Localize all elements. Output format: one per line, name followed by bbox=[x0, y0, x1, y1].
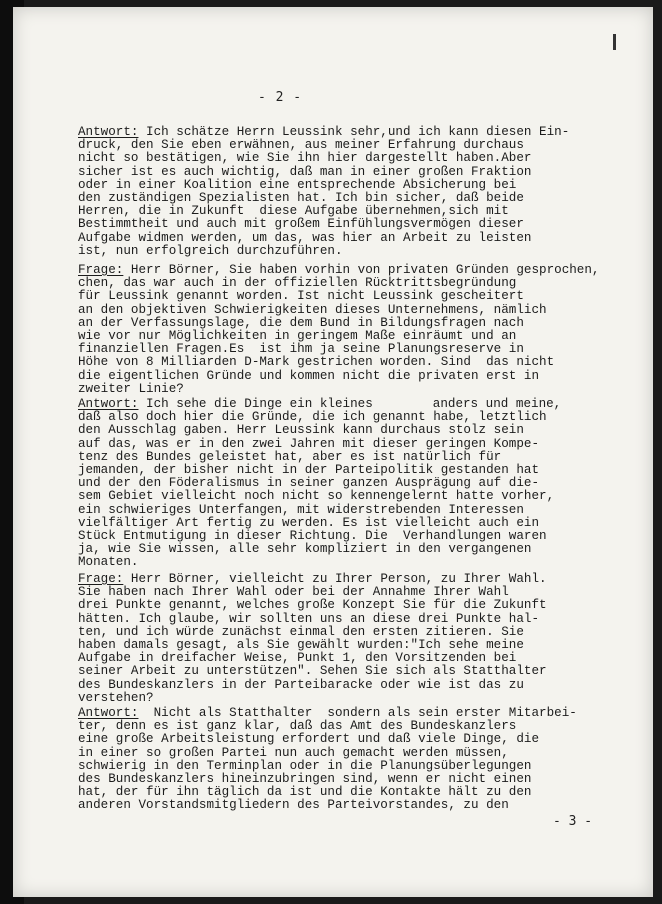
block-first-line: Antwort: Ich sehe die Dinge ein kleines anders und meine, bbox=[78, 397, 562, 411]
text-line: schwierig in den Terminplan oder in die Planungsüberlegungen bbox=[78, 758, 532, 773]
speaker-label: Frage: bbox=[78, 263, 124, 277]
text-line: chen, das war auch in der offiziellen Rücktrittsbegründung bbox=[78, 276, 517, 291]
text-line: Sie haben nach Ihrer Wahl oder bei der Annahme Ihrer Wahl bbox=[78, 585, 509, 600]
text-line: verstehen? bbox=[78, 690, 154, 705]
text-line: in einer so großen Partei nun auch gemacht werden müssen, bbox=[78, 745, 509, 760]
text-line: wie vor nur Möglichkeiten in geringem Maße einräumt und an bbox=[78, 328, 517, 343]
text-line: Stück Entmutigung in dieser Richtung. Die Verhandlungen waren bbox=[78, 528, 547, 543]
text-line: drei Punkte genannt, welches große Konzept Sie für die Zukunft bbox=[78, 598, 547, 613]
text-line: Aufgabe in dreifacher Weise, Punkt 1, den Vorsitzenden bei bbox=[78, 651, 517, 666]
text-line: ja, wie Sie wissen, alle sehr kompliziert in den vergangenen bbox=[78, 542, 532, 557]
text-line: nicht so bestätigen, wie Sie ihn hier dargestellt haben.Aber bbox=[78, 151, 532, 166]
answer-block-2 bbox=[78, 397, 562, 570]
text-line: ist, nun erfolgreich durchzuführen. bbox=[78, 243, 343, 258]
block-first-line: Frage: Herr Börner, Sie haben vorhin von privaten Gründen gesprochen, bbox=[78, 263, 600, 277]
block-first-line: Antwort: Ich schätze Herrn Leussink sehr,und ich kann diesen Ein- bbox=[78, 125, 570, 139]
text-line: Monaten. bbox=[78, 555, 139, 570]
text-line: des Bundeskanzlers hineinzubringen sind, wenn er nicht einen bbox=[78, 771, 532, 786]
text-line: druck, den Sie eben erwähnen, aus meiner Erfahrung durchaus bbox=[78, 138, 524, 153]
speaker-label: Frage: bbox=[78, 572, 124, 586]
text-line: jemanden, der bisher nicht in der Parteipolitik gestanden hat bbox=[78, 462, 540, 477]
answer-block-1 bbox=[78, 125, 570, 258]
text-line: finanziellen Fragen.Es ist ihm ja seine Planungsreserve in bbox=[78, 342, 524, 357]
speaker-label: Antwort: bbox=[78, 125, 139, 139]
text-line: sicher ist es auch wichtig, daß man in einer großen Fraktion bbox=[78, 164, 532, 179]
block-first-line: Frage: Herr Börner, vielleicht zu Ihrer Person, zu Ihrer Wahl. bbox=[78, 572, 547, 586]
text-line: tenz des Bundes geleistet hat, aber es ist natürlich für bbox=[78, 449, 502, 464]
text-line: Höhe von 8 Milliarden D-Mark gestrichen worden. Sind das nicht bbox=[78, 355, 555, 370]
text-line: eine große Arbeitsleistung erfordert und daß viele Dinge, die bbox=[78, 732, 540, 747]
text-line: für Leussink genannt worden. Ist nicht Leussink gescheitert bbox=[78, 289, 524, 304]
question-block-1 bbox=[78, 263, 600, 396]
text-line: den zuständigen Spezialisten hat. Ich bin sicher, daß beide bbox=[78, 190, 524, 205]
text-line: den Ausschlag gaben. Herr Leussink kann durchaus stolz sein bbox=[78, 423, 524, 438]
speaker-label: Antwort: bbox=[78, 706, 139, 720]
text-line: oder in einer Koalition eine entsprechende Absicherung bei bbox=[78, 177, 517, 192]
text-line: Herren, die in Zukunft diese Aufgabe übernehmen,sich mit bbox=[78, 204, 509, 219]
speaker-label: Antwort: bbox=[78, 397, 139, 411]
text-line: haben damals gesagt, als Sie gewählt wurden:"Ich sehe meine bbox=[78, 637, 524, 652]
page-number-top: - 2 - bbox=[258, 90, 303, 105]
text-line: hätten. Ich glaube, wir sollten uns an diese drei Punkte hal- bbox=[78, 611, 540, 626]
text-line: seiner Arbeit zu unterstützen". Sehen Sie sich als Statthalter bbox=[78, 664, 547, 679]
text-line: anderen Vorstandsmitgliedern des Parteivorstandes, zu den bbox=[78, 798, 509, 813]
text-line: sem Gebiet vielleicht noch nicht so kennengelernt hatte vorher, bbox=[78, 489, 555, 504]
text-line: Aufgabe widmen werden, um das, was hier an Arbeit zu leisten bbox=[78, 230, 532, 245]
text-line: und der den Föderalismus in seiner ganzen Ausprägung auf die- bbox=[78, 476, 540, 491]
text-line: des Bundeskanzlers in der Parteibaracke oder wie ist das zu bbox=[78, 677, 524, 692]
text-line: ter, denn es ist ganz klar, daß das Amt des Bundeskanzlers bbox=[78, 719, 517, 734]
text-line: Bestimmtheit und auch mit großem Einfühlungsvermögen dieser bbox=[78, 217, 524, 232]
answer-block-3 bbox=[78, 706, 577, 813]
text-line: an den objektiven Schwierigkeiten dieses Unternehmens, nämlich bbox=[78, 302, 547, 317]
text-line: die eigentlichen Gründe und kommen nicht die privaten erst in bbox=[78, 368, 540, 383]
text-line: daß also doch hier die Gründe, die ich genannt habe, letztlich bbox=[78, 410, 547, 425]
text-line: auf das, was er in den zwei Jahren mit dieser geringen Kompe- bbox=[78, 436, 540, 451]
text-line: zweiter Linie? bbox=[78, 381, 184, 396]
block-first-line: Antwort: Nicht als Statthalter sondern als sein erster Mitarbei- bbox=[78, 706, 577, 720]
text-line: vielfältiger Art fertig zu werden. Es ist vielleicht auch ein bbox=[78, 515, 540, 530]
text-line: ten, und ich würde zunächst einmal den ersten zitieren. Sie bbox=[78, 624, 524, 639]
text-line: ein schwieriges Unterfangen, mit widerstrebenden Interessen bbox=[78, 502, 524, 517]
question-block-2 bbox=[78, 573, 556, 705]
text-line: an der Verfassungslage, die dem Bund in Bildungsfragen nach bbox=[78, 315, 524, 330]
text-line: hat, der für ihn täglich da ist und die Kontakte hält zu den bbox=[78, 785, 532, 800]
page-number-bottom: - 3 - bbox=[553, 814, 593, 829]
